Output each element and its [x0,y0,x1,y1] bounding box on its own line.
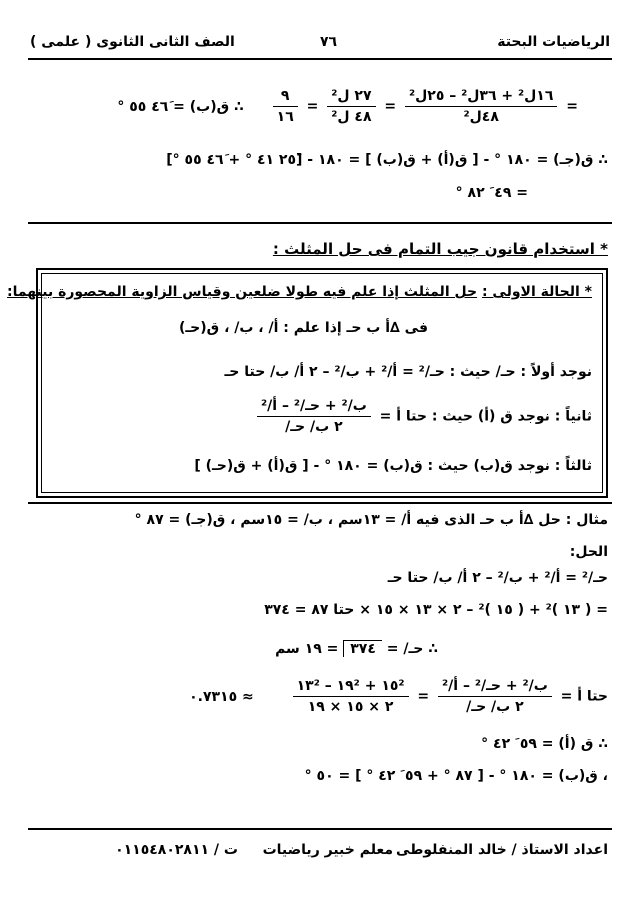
case-step-2 [253,398,592,435]
fraction-2-numerator: ٢٧ ل² [327,88,375,107]
cos-a-numerator: ب/² + حـ/² – أ/² [257,398,371,417]
side-c-label: ∴ حـ/ = [386,641,438,657]
fraction-2-denominator: ٤٨ ل² [331,109,372,125]
fraction-3-numerator: ٩ [273,88,298,107]
section-title: * استخدام قانون جيب التمام فى حل المثلث : [272,240,608,258]
case-step-2-text: ثانياً : نوجد ق (أ) حيث : حتا أ = [379,408,592,425]
page-header [30,30,610,56]
case-step-3: ثالثاً : نوجد ق(ب) حيث : ق(ب) = ١٨٠ ° - [ ق(أ) + ق(حـ) ] [194,458,592,474]
solution-step-1: حـ/² = أ/² + ب/² – ٢ أ/ ب/ حتا حـ [387,570,608,586]
solution-fraction-1 [438,678,552,715]
equals-sign: = [566,98,578,115]
solution-step-4 [189,678,608,715]
equals-sign-4: = [417,688,430,705]
solution-step-5: ∴ ق (أ) = ٥٩ َ ٤٢ ° [481,736,608,752]
footer-title: معلم خبير رياضيات [262,842,393,858]
solution-fraction-2-denominator: ٢ × ١٥ × ١٩ [307,699,394,715]
solution-step-2: = ( ١٣ )² + ( ١٥ )² – ٢ × ١٣ × ١٥ × حتا ٨٧ = ٣٧٤ [264,602,608,618]
footer-author: اعداد الاستاذ / خالد المنفلوطى [396,842,608,858]
case-heading [7,284,592,300]
cos-a-denominator: ٢ ب/ حـ/ [285,419,343,435]
footer-rule [28,828,612,830]
fraction-3-denominator: ١٦ [276,109,294,125]
case-step-1: نوجد أولاً : حـ/ حيث : حـ/² = أ/² + ب/² – ٢ أ/ ب/ حتا حـ [224,364,592,380]
cos-a-fraction [257,398,371,435]
equation-angle-c: ∴ ق(جـ) = ١٨٠ ° - [ ق(أ) + ق(ب) ] = ١٨٠ - [٢٥َ ٤١ ° + ٤٦َ ٥٥ °] [166,152,608,168]
fraction-3 [273,88,298,125]
box-bottom-rule [28,502,612,504]
solution-step-6: ، ق(ب) = ١٨٠ ° - [ ٨٧ ° + ٥٩ َ ٤٢ ° ] = ٥٠ ° [304,768,608,784]
case-given: فى ∆أ ب حـ إذا علم : أ/ ، ب/ ، ق(حـ) [179,320,428,336]
fraction-2 [327,88,375,125]
solution-step-3 [275,640,438,657]
side-c-value: = ١٩ سم [275,641,339,657]
footer-phone: ت / ٠١١٥٤٨٠٢٨١١ [115,842,238,858]
example-statement: مثال : حل ∆أ ب حـ الذى فيه أ/ = ١٣سم ، ب/ = ١٥سم ، ق(جـ) = ٨٧ ° [134,512,608,528]
equals-sign-3: = [306,98,319,115]
solution-label: الحل: [569,544,608,560]
solution-fraction-2 [293,678,409,715]
header-rule [28,58,612,60]
case-title: * الحالة الاولى : [481,284,592,300]
header-subject: الرياضيات البحتة [497,34,610,50]
equation-cos-b [117,88,578,125]
equals-sign-2: = [384,98,397,115]
header-grade: الصف الثانى الثانوى ( علمى ) [30,34,235,50]
fraction-1-numerator: ١٦ل² + ٣٦ل² – ٢٥ل² [405,88,557,107]
section-rule [28,222,612,224]
cos-a-result: ≈ ٠.٧٣١٥ [189,688,254,705]
angle-b-result: ∴ ق(ب) = ٤٦َ ٥٥ ° [117,98,244,115]
angle-c-result: = ٤٩ َ ٨٢ ° [455,185,528,201]
solution-fraction-1-denominator: ٢ ب/ حـ/ [466,699,524,715]
square-root: ٣٧٤ [343,640,382,657]
solution-fraction-1-numerator: ب/² + حـ/² – أ/² [438,678,552,697]
header-page-number: ٧٦ [320,34,338,50]
case-description: حل المثلث إذا علم فيه طولا ضلعين وقياس الزاوية المحصورة بينهما: [7,284,478,300]
fraction-1-denominator: ٤٨ل² [463,109,499,125]
cos-a-label: حتا أ = [560,688,608,705]
solution-fraction-2-numerator: ١٥² + ١٩² – ١٣² [293,678,409,697]
fraction-1 [405,88,557,125]
